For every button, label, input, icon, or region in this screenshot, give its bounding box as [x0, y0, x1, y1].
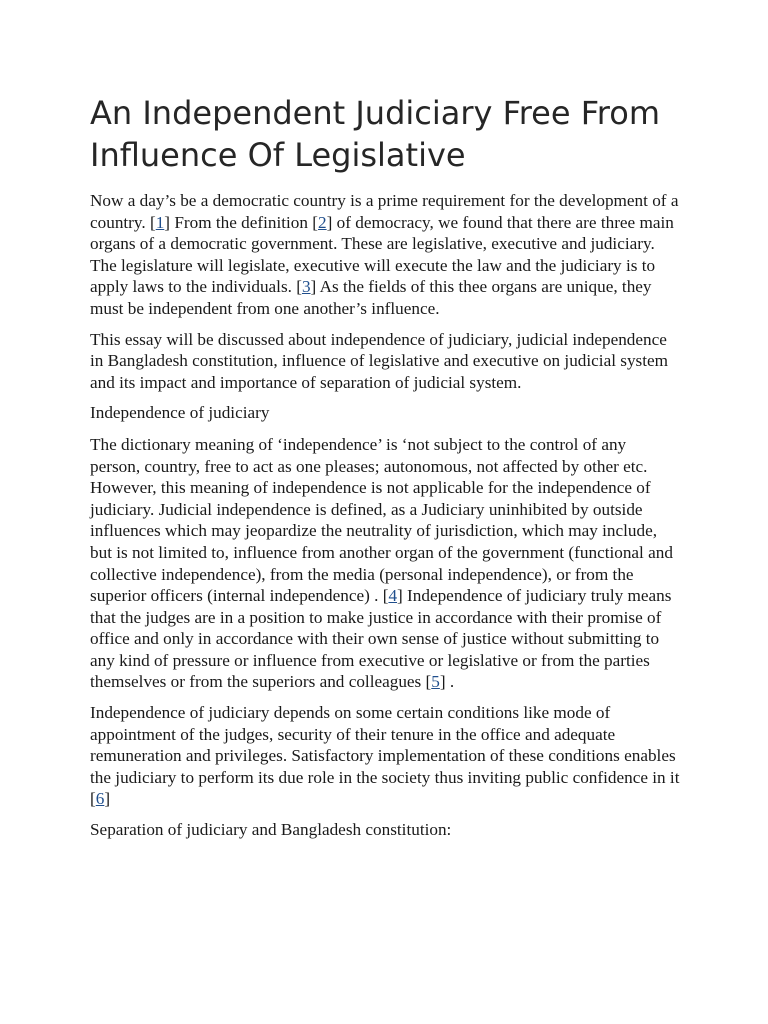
- paragraph-text: ] of democracy, we found that there are three main organs of a democratic government. These are legislative, executive and judiciary. The legislature will legislate, executive will execute the law and the judiciary is to apply laws to the individuals. [: [90, 212, 674, 297]
- paragraph-text: The dictionary meaning of ‘independence’ is ‘not subject to the control of any person, country, free to act as one pleases; autonomous, not affected by other etc. However, this meaning of independence is not applicable for the independence of judiciary. Judicial independence is defined, as a Judiciary uninhibited by outside influences which may jeopardize the neutrality of jurisdiction, which may include, but is not limited to, influence from another organ of the government (functional and collective independence), from the media (personal independence), or from the superior officers (internal independence) . [: [90, 434, 673, 606]
- section-heading-independence: Independence of judiciary: [90, 403, 270, 423]
- footnote-link-2[interactable]: 2: [318, 212, 327, 232]
- paragraph-text: Independence of judiciary depends on some certain conditions like mode of appointment of the judges, security of their tenure in the office and adequate remuneration and privileges. Satisfactory implementation of these conditions enables the judiciary to perform its due role in the society thus inviting public confidence in it [: [90, 703, 680, 809]
- document-title: An Independent Judiciary Free From Influence Of Legislative: [90, 94, 660, 174]
- paragraph-text: ]: [104, 789, 111, 809]
- footnote-link-1[interactable]: 1: [155, 212, 165, 232]
- paragraph-intro: [90, 190, 680, 320]
- footnote-link-6[interactable]: 6: [95, 789, 105, 809]
- paragraph-dictionary-meaning: [90, 434, 680, 693]
- paragraph-text: ] From the definition [: [164, 212, 319, 232]
- paragraph-text: ] .: [439, 672, 455, 692]
- section-heading-separation: Separation of judiciary and Bangladesh constitution:: [90, 820, 452, 840]
- paragraph-conditions: [90, 702, 680, 810]
- paragraph-text: ] Independence of judiciary truly means that the judges are in a position to make justice in accordance with their promise of office and only in accordance with their own sense of justice without submitting to any kind of pressure or influence from executive or legislative or from the parties themselves or from the superiors and colleagues [: [90, 586, 672, 692]
- paragraph-text: Now a day’s be a democratic country is a prime requirement for the development of a country. [: [90, 191, 679, 232]
- document-page: [90, 92, 680, 850]
- paragraph-essay-scope: This essay will be discussed about independence of judiciary, judicial independence in Bangladesh constitution, influence of legislative and executive on judicial system and its impact and importance of separation of judicial system.: [90, 329, 669, 392]
- paragraph-text: ] As the fields of this thee organs are unique, they must be independent from one another’s influence.: [90, 277, 652, 318]
- footnote-link-4[interactable]: 4: [388, 586, 398, 606]
- footnote-link-5[interactable]: 5: [431, 672, 440, 692]
- footnote-link-3[interactable]: 3: [301, 277, 311, 297]
